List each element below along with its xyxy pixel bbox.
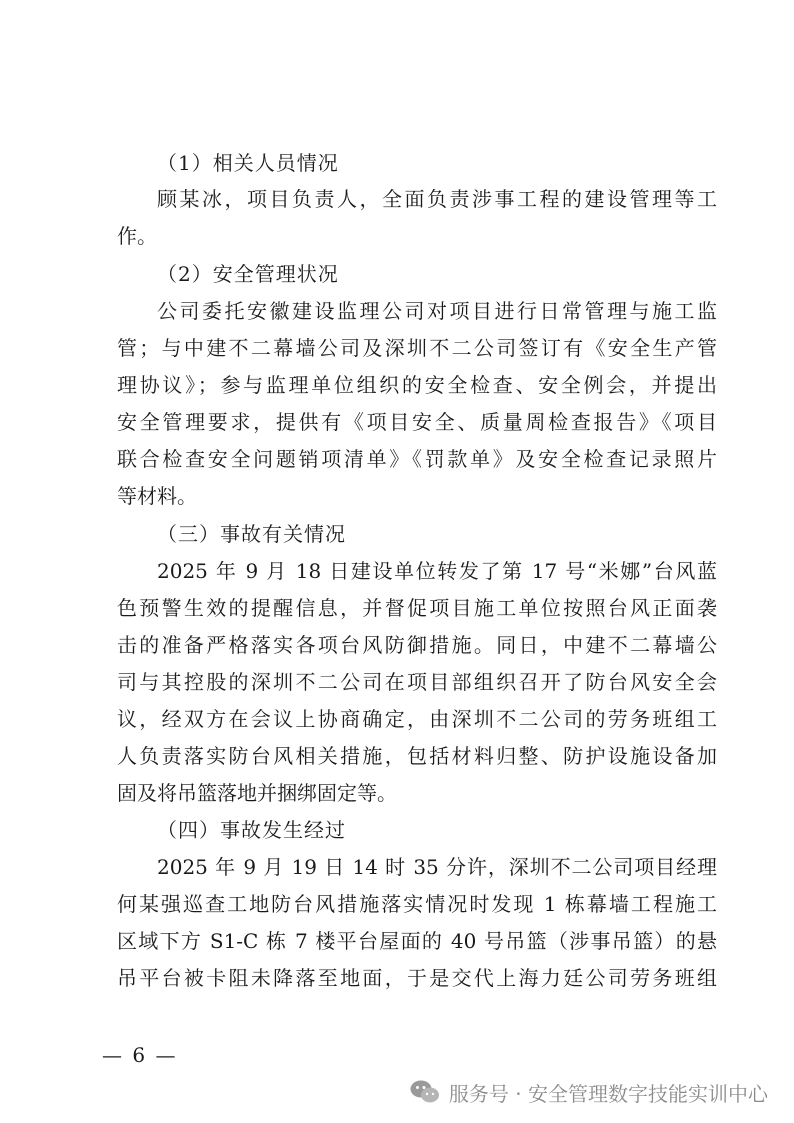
paragraph-line: 2025 年 9 月 19 日 14 时 35 分许，深圳不二公司项目经理	[157, 855, 717, 879]
section-heading-safety-management: （2）安全管理状况	[157, 262, 339, 286]
paragraph-line: 安全管理要求，提供有《项目安全、质量周检查报告》《项目	[117, 410, 717, 434]
paragraph-line: 吊平台被卡阻未降落至地面，于是交代上海力廷公司劳务班组	[117, 966, 717, 990]
wechat-channel-icon	[409, 1078, 441, 1106]
paragraph-line: 固及将吊篮落地并捆绑固定等。	[117, 781, 397, 805]
paragraph-line: 色预警生效的提醒信息，并督促项目施工单位按照台风正面袭	[117, 596, 717, 620]
paragraph-line: 议，经双方在会议上协商确定，由深圳不二公司的劳务班组工	[117, 707, 717, 731]
section-heading-accident-info: （三）事故有关情况	[157, 522, 346, 546]
paragraph-line: 理协议》；参与监理单位组织的安全检查、安全例会，并提出	[117, 373, 717, 397]
watermark-text: 服务号 · 安全管理数字技能实训中心	[448, 1081, 768, 1106]
paragraph-line: 联合检查安全问题销项清单》《罚款单》及安全检查记录照片	[117, 447, 717, 471]
paragraph-line: 人负责落实防台风相关措施，包括材料归整、防护设施设备加	[117, 744, 717, 768]
paragraph-line: 司与其控股的深圳不二公司在项目部组织召开了防台风安全会	[117, 670, 717, 694]
paragraph-line: 何某强巡查工地防台风措施落实情况时发现 1 栋幕墙工程施工	[117, 892, 717, 916]
source-watermark	[409, 1074, 768, 1110]
paragraph-line: 顾某冰，项目负责人，全面负责涉事工程的建设管理等工	[157, 187, 717, 211]
section-heading-related-personnel: （1）相关人员情况	[157, 151, 339, 175]
paragraph-line: 击的准备严格落实各项台风防御措施。同日，中建不二幕墙公	[117, 633, 717, 657]
paragraph-line: 作。	[117, 224, 157, 248]
paragraph-line: 公司委托安徽建设监理公司对项目进行日常管理与施工监	[157, 299, 717, 323]
paragraph-line: 区域下方 S1-C 栋 7 楼平台屋面的 40 号吊篮（涉事吊篮）的悬	[117, 929, 717, 953]
section-heading-accident-process: （四）事故发生经过	[157, 818, 346, 842]
paragraph-line: 管；与中建不二幕墙公司及深圳不二公司签订有《安全生产管	[117, 336, 717, 360]
page-number: — 6 —	[102, 1043, 178, 1067]
paragraph-line: 等材料。	[117, 484, 197, 508]
paragraph-line: 2025 年 9 月 18 日建设单位转发了第 17 号“米娜”台风蓝	[157, 559, 717, 583]
